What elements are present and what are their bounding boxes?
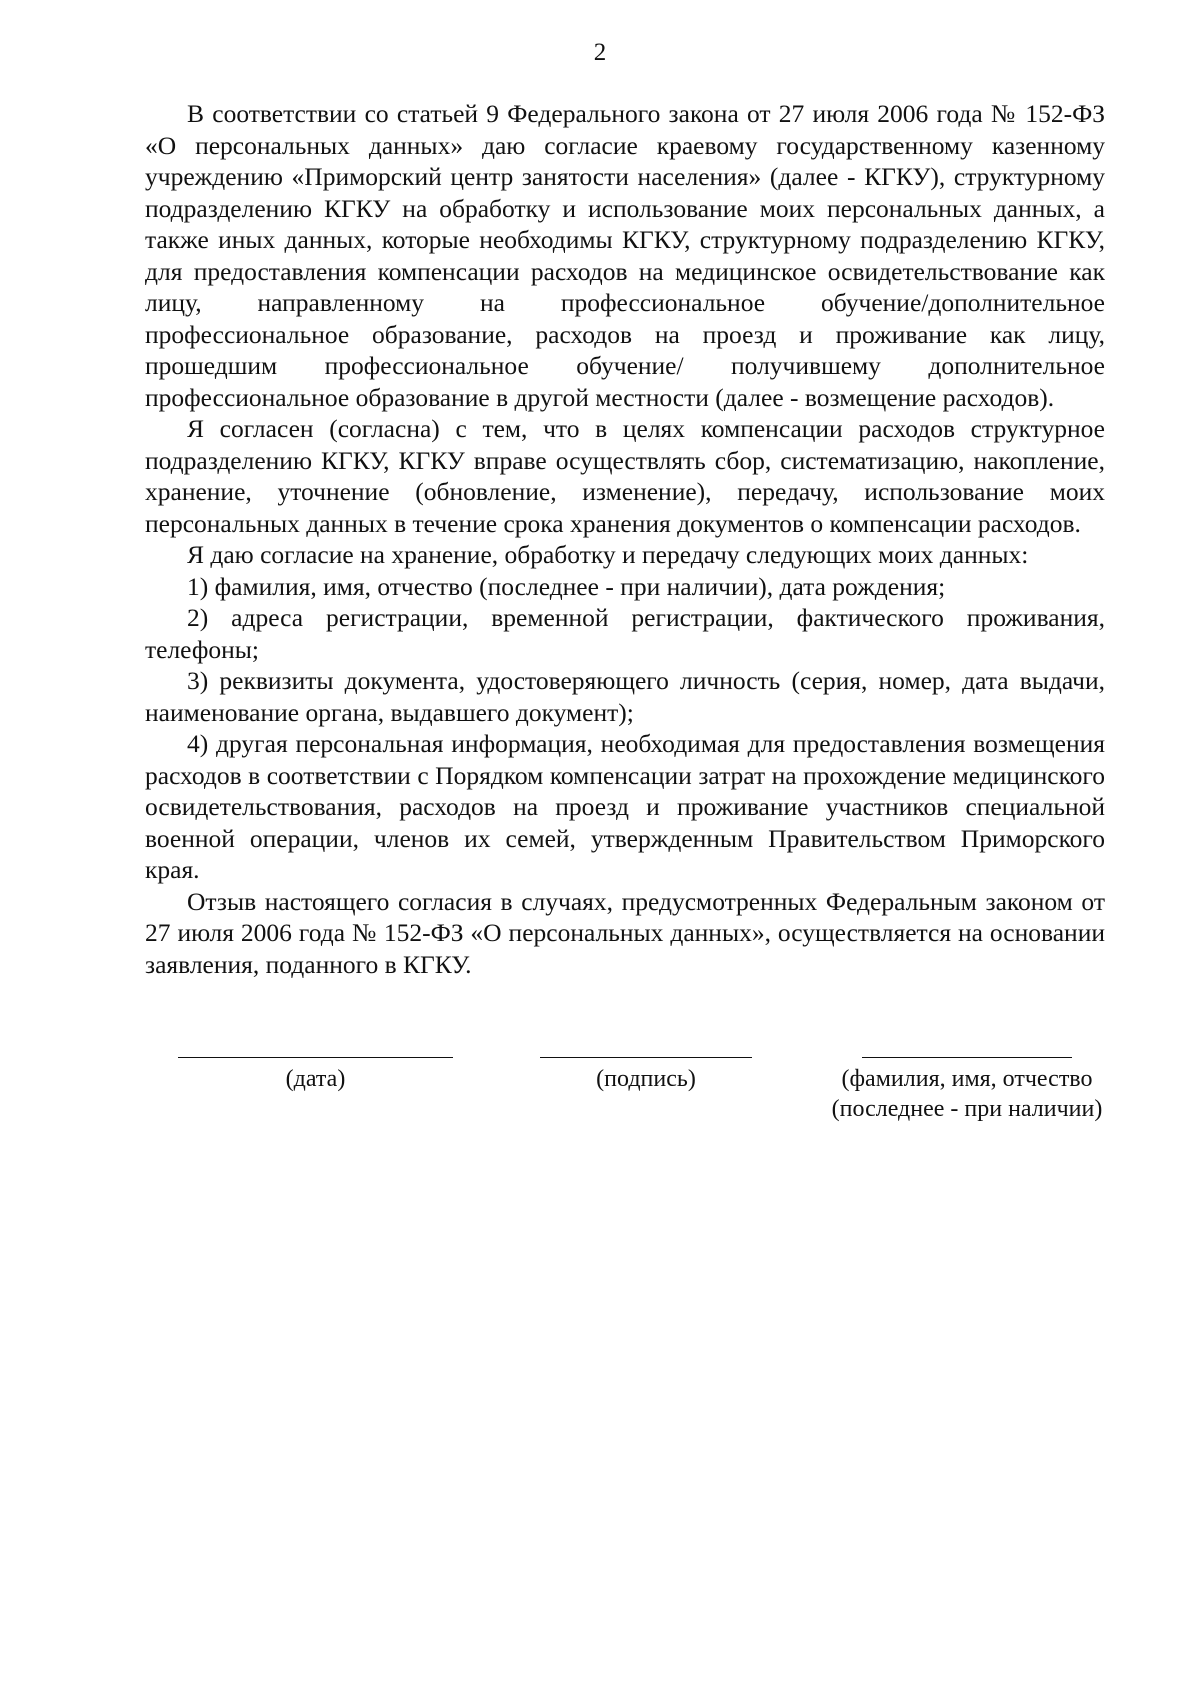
date-field xyxy=(178,1057,453,1094)
list-item-identity-document: 3) реквизиты документа, удостоверяющего личность (серия, номер, дата выдачи, наименование органа, выдавшего документ); xyxy=(145,666,1105,727)
list-item-name-birthdate: 1) фамилия, имя, отчество (последнее - при наличии), дата рождения; xyxy=(187,571,946,601)
signature-label: (подпись) xyxy=(596,1066,696,1092)
full-name-line xyxy=(862,1057,1072,1058)
full-name-label-line1: (фамилия, имя, отчество xyxy=(841,1066,1093,1092)
paragraph-agreement: Я согласен (согласна) с тем, что в целях компенсации расходов структурное подразделению КГКУ, КГКУ вправе осуществлять сбор, систематизацию, накопление, хранение, уточнение (обновление, изменение), передачу, использование моих персональных данных в течение срока хранения документов о компенсации расходов. xyxy=(145,414,1105,538)
full-name-field xyxy=(822,1057,1112,1124)
paragraph-withdrawal: Отзыв настоящего согласия в случаях, предусмотренных Федеральным законом от 27 июля 2006 года № 152-ФЗ «О персональных данных», осуществляется на основании заявления, поданного в КГКУ. xyxy=(145,886,1105,979)
date-label: (дата) xyxy=(285,1066,346,1092)
paragraph-data-list-intro: Я даю согласие на хранение, обработку и передачу следующих моих данных: xyxy=(187,540,1029,569)
signature-block xyxy=(0,1057,1200,1137)
paragraph-consent-basis: В соответствии со статьей 9 Федерального закона от 27 июля 2006 года № 152-ФЗ «О персональных данных» даю согласие краевому государственному казенному учреждению «Приморский центр занятости населения» (далее - КГКУ), структурному подразделению КГКУ на обработку и использование моих персональных данных, а также иных данных, которые необходимы КГКУ, структурному подразделению КГКУ, для предоставления компенсации расходов на медицинское освидетельствование как лицу, направленному на профессиональное обучение/дополнительное профессиональное образование, расходов на проезд и проживание как лицу, прошедшим профессиональное обучение/ получившему дополнительное профессиональное образование в другой местности (далее - возмещение расходов). xyxy=(145,99,1105,412)
date-line xyxy=(178,1057,453,1058)
list-item-addresses: 2) адреса регистрации, временной регистрации, фактического проживания, телефоны; xyxy=(145,603,1105,664)
list-item-other-info: 4) другая персональная информация, необходимая для предоставления возмещения расходов в соответствии с Порядком компенсации затрат на прохождение медицинского освидетельствования, расходов на проезд и проживание участников специальной военной операции, членов их семей, утвержденным Правительством Приморского края. xyxy=(145,729,1105,884)
consent-text xyxy=(145,98,1105,980)
page-number: 2 xyxy=(593,39,607,66)
signature-line xyxy=(540,1057,752,1058)
signature-field xyxy=(540,1057,752,1094)
full-name-label-line2: (последнее - при наличии) xyxy=(831,1096,1103,1122)
